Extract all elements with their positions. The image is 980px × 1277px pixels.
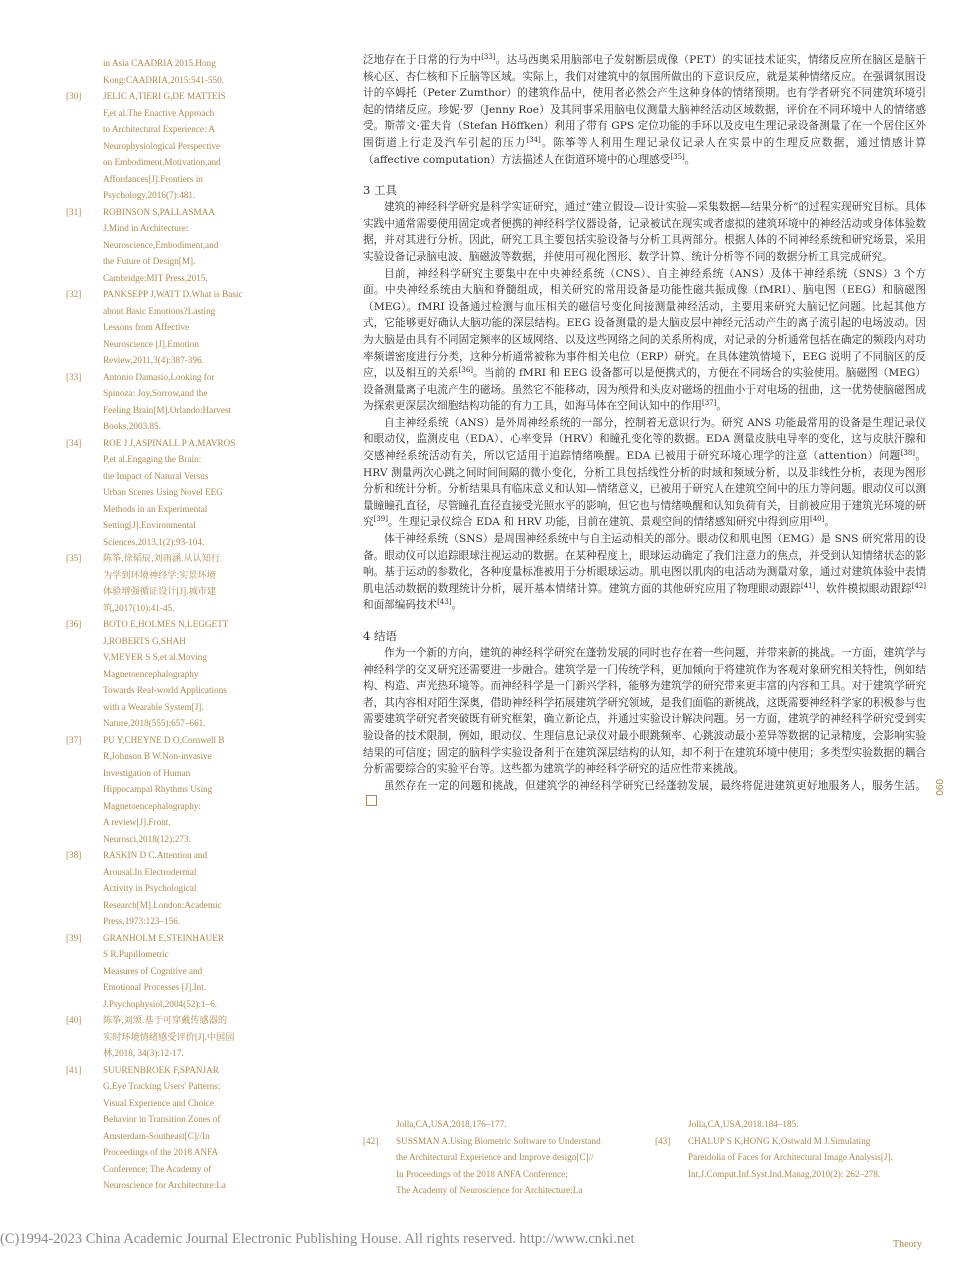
reference-text: BOTO E,HOLMES N,LEGGETT J,ROBERTS G,SHAH V,MEYER S S,et al.Moving Magnetoencephalography Towards Real-world Applications with a Wearable System[J]. Nature,2018(555):657–661. — [103, 619, 229, 728]
reference-number: [30] — [66, 91, 82, 101]
reference-entry — [363, 1116, 625, 1133]
reference-number — [655, 1116, 688, 1133]
reference-text: ROBINSON S,PALLASMAA J.Mind in Architecture: Neuroscience,Embodiment,and the Future of Design[M]. Cambridge:MIT Press,2015. — [103, 206, 219, 283]
reference-number: [35] — [66, 553, 82, 563]
reference-entry — [66, 616, 256, 732]
reference-entry — [66, 550, 256, 616]
reference-entry — [66, 204, 256, 287]
reference-entry — [66, 1012, 256, 1062]
paragraph: 目前，神经科学研究主要集中在中央神经系统（CNS）、自主神经系统（ANS）及体干神经系统（SNS）3 个方面。中央神经系统由大脑和脊髓组成，相关研究的常用设备是功能性磁共振成像（fMRI）、脑电图（EEG）和脑磁图（MEG）。fMRI 设备通过检测与血压相关的磁信号变化间接测量神经活动，主要用来研究大脑记忆问题。比起其他方式，它能够更好确认大脑功能的深层结构。EEG 设备测量的是大脑皮层中神经元活动产生的离子流引起的电场波动。因为大脑是由具有不同固定频率的区域网络、以及这些网络之间的关系所构成，对记录的分析通常包括在确定的频段内对功率频谱密度进行分类，这种分析通常被称为事件相关电位（ERP）研究。在具体建筑情境下，EEG 说明了不同脑区的反应，以及相互的关系[36]。当前的 fMRI 和 EEG 设备都可以是便携式的，方便在不同场合的实验使用。脑磁图（MEG）设备测量离子电流产生的磁场。虽然它不能移动，因为颅骨和头皮对磁场的扭曲小于对电场的扭曲，这一优势使脑磁图成为探索更深层次细胞结构功能的有力工具，如海马体在空间认知中的作用[37]。 — [363, 267, 926, 413]
reference-text: ROE J J,ASPINALL P A,MAVROS P,et al.Engaging the Brain: the Impact of Natural Versus Urban Scenes Using Novel EEG Methods in an Experimental Setting[J].Environmental Sciences,2013,1(2):93-104. — [103, 437, 236, 547]
section-heading-conclusion: 4 结语 — [363, 629, 397, 643]
reference-number: [33] — [66, 371, 82, 382]
reference-entry — [66, 732, 256, 848]
copyright-footer: (C)1994-2023 China Academic Journal Electronic Publishing House. All rights reserved. http://www.cnki.net — [0, 1231, 635, 1247]
reference-text: SUURENBROEK F,SPANJAR G.Eye Tracking Users' Patterns: Visual Experience and Choice Behavior in Transition Zones of Amsterdam-Southeast[C]//In Proceedings of the 2018 ANFA Conference; The Academy of Neuroscience for Architecture:La — [103, 1064, 226, 1190]
reference-entry — [66, 286, 256, 369]
reference-text: 陈筝,刘颂.基于可穿戴传感器的 实时环境情绪感受评价[J].中国园 林,2018, 34(3):12-17. — [103, 1015, 235, 1058]
citation[interactable]: [42] — [911, 581, 927, 590]
reference-entry — [66, 435, 256, 551]
reference-number: [32] — [66, 289, 82, 299]
citation[interactable]: [34] — [526, 135, 541, 144]
reference-text: 陈筝,徐韬辰,刘雨涵.从认知行 为学到环境神经学:实景环境 体验增强循证设计[J].城市建 筑,2017(10):41-45. — [103, 553, 221, 613]
reference-number: [38] — [66, 850, 82, 860]
reference-text: PU Y,CHEYNE D O,Cornwell B R,Johnson B W.Non-invasive Investigation of Human Hippocampal Rhythms Using Magnetoencephalography: A review[J].Front. Neurosci,2018(12):273. — [103, 734, 225, 844]
reference-number: [39] — [66, 932, 82, 943]
reference-number: [34] — [66, 437, 82, 448]
citation[interactable]: [33] — [481, 53, 496, 61]
paragraph: 体干神经系统（SNS）是周围神经系统中与自主运动相关的部分。眼动仪和肌电图（EMG）是 SNS 研究常用的设备。眼动仪可以追踪眼球注视运动的数据。在某种程度上，眼球运动确定了我们注意力的焦点，并受到认知情绪状态的影响。基于运动的参数化，各种度量标准被用于分析眼球运动。肌电图以肌肉的电活动为测量对象，通过对建筑体验中表情肌电活动数据的数理统计分析，展开基本情绪计算。建筑方面的其他研究应用了物理眼动跟踪[41]、软件模拟眼动跟踪[42]和面部编码技术[43]。 — [363, 533, 927, 612]
paragraph: 建筑的神经科学研究是科学实证研究，通过“建立假设—设计实验—采集数据—结果分析”的过程实现研究目标。具体实践中通常需要使用固定或者便携的神经科学仪器设备，记录被试在现实或者虚拟的建筑环境中的神经活动或身体体验数据，并对其进行分析。因此，研究工具主要包括实验设备与分析工具两部分。根据人体的不同神经系统和研究场景，采用实验设备记录脑电波、脑磁波等数据，并使用可视化图形、数学计算、统计分析等不同的数据分析工具完成研究。 — [363, 201, 926, 263]
reference-text: SUSSMAN A.Using Biometric Software to Understand the Architectural Experience and Improve design[C]// In Proceedings of the 2018 ANFA Conference; The Academy of Neuroscience for Architecture:La — [396, 1135, 601, 1196]
reference-entry — [66, 55, 256, 88]
reference-number: [41] — [66, 1064, 82, 1075]
reference-list-bottom-right — [655, 1116, 920, 1182]
reference-text: Jolla,CA,USA,2018,176–177. — [396, 1119, 507, 1129]
reference-entry — [363, 1133, 625, 1199]
citation[interactable]: [36] — [458, 366, 474, 375]
paragraph: 自主神经系统（ANS）是外周神经系统的一部分，控制着无意识行为。研究 ANS 功能最常用的设备是生理记录仪和眼动仪，监测皮电（EDA）、心率变异（HRV）和瞳孔变化等的数据。EDA 测量皮肤电导率的变化，这与皮肤汗腺和交感神经系统活动有关，所以它适用于追踪情绪唤醒。EDA 已被用于研究环境心理学的注意（attention）问题[38]。HRV 测量两次心跳之间时间间隔的微小变化，分析工具包括线性分析的时域和频域分析，以及非线性分析，表现为图形分析和统计分析。分析结果具有临床意义和认知—情绪意义，已被用于研究人在建筑空间中的压力等问题。眼动仪可以测量瞳瞳孔直径，尽管瞳孔直径直接受光照水平的影响，但它也与情绪唤醒和认知负荷有关，目前被应用于建筑光环境的研究[39]。生理记录仪综合 EDA 和 HRV 功能，目前在建筑、景观空间的情绪感知研究中得到应用[40]。 — [363, 416, 927, 529]
reference-number: [37] — [66, 734, 82, 745]
reference-number: [42] — [363, 1135, 379, 1146]
reference-number — [363, 1116, 396, 1133]
paragraph: 作为一个新的方向，建筑的神经科学研究在蓬勃发展的同时也存在着一些问题，并带来新的挑战。一方面，建筑学与神经科学的交叉研究还需要进一步融合。建筑学是一门传统学科，更加倾向于将建筑作为客观对象研究相关特性，例如结构、构造、声光热环境等。而神经科学是一门新兴学科，能够为建筑学的研究带来更丰富的内容和工具。对于建筑学研究者，其内容相对陌生深奥，借助神经科学拓展建筑学研究领域，是我们面临的新挑战，这既需要神经科学家的积极参与也需要建筑学研究者突破既有研究框架，确立新论点，并通过实验设计解决问题。另一方面，建筑学的神经科学研究受到实验设备的技术限制，例如，眼动仪、生理信息记录仪对最小眼跳频率、心跳波动最小差异等数据的记录精度，会影响实验结果的可信度；固定的脑科学实验设备利于在建筑深层结构的认知，却不利于在建筑环境中使用；多类型实验数据的耦合分析需要综合的实验平台等。这些都为建筑学的神经科学研究的适应性带来挑战。 — [363, 647, 926, 776]
reference-entry — [655, 1116, 920, 1133]
citation[interactable]: [40] — [810, 515, 825, 524]
citation[interactable]: [38] — [900, 449, 916, 458]
reference-entry — [66, 1062, 256, 1194]
paragraph-intro: 泛地存在于日常的行为中[33]。达马西奥采用脑部电子发射断层成像（PET）的实证技术证实，情绪反应所在脑区是脑干核心区、杏仁核和下丘脑等区域。实际上，我们对建筑中的氛围所做出的下意识反应，就是某种情绪反应。在强调氛围设计的卒姆托（Peter Zumthor）的建筑作品中，使用者必然会产生这种身体的情绪预期。也有学者研究不同建筑环境引起的情绪反应。珍妮·罗（Jenny Roe）及其同事采用脑电仪测量大脑神经活动区域数据，评价在不同环境中人的情绪感受。斯蒂文·霍夫肯（Stefan Höffken）利用了带有 GPS 定位功能的手环以及皮电生理记录设备测量了在一个居住区外围街道上行走及汽车引起的压力[34]。陈筝等人利用生理记录仪记录人在实景中的生理反应数据，通过情感计算（affective computation）方法描述人在街道环境中的心理感受[35]。 — [363, 53, 926, 166]
reference-number: [36] — [66, 619, 82, 629]
reference-entry — [66, 847, 256, 930]
section-heading-tools: 3 工具 — [363, 183, 397, 198]
paragraph-final: 虽然存在一定的问题和挑战，但建筑学的神经科学研究已经蓬勃发展，最终将促进建筑更好地服务人，服务生活。 — [363, 778, 926, 811]
article-body — [363, 52, 926, 811]
reference-entry — [66, 88, 256, 204]
reference-list-left — [66, 55, 256, 1194]
reference-text: PANKSEPP J,WATT D.What is Basic about Basic Emotions?Lasting Lessons from Affective Neuroscience [J].Emotion Review,2011,3(4):387-396. — [103, 289, 243, 365]
reference-text: Jolla,CA,USA,2018.184–185. — [688, 1119, 799, 1129]
reference-entry — [66, 930, 256, 1013]
reference-number — [66, 55, 103, 88]
reference-text: Antonio Damasio,Looking for Spinoza: Joy,Sorrow,and the Feeling Brain[M].Orlando:Harvest Books,2003.85. — [103, 371, 232, 431]
page-number: 090 — [933, 779, 944, 796]
reference-list-bottom-left — [363, 1116, 625, 1199]
citation[interactable]: [39] — [373, 515, 388, 524]
reference-entry — [66, 369, 256, 435]
citation[interactable]: [37] — [702, 399, 717, 408]
reference-entry — [655, 1133, 920, 1183]
citation[interactable]: [41] — [801, 581, 816, 590]
reference-number: [43] — [655, 1135, 671, 1146]
end-mark-icon — [366, 795, 377, 806]
citation[interactable]: [35] — [670, 152, 685, 161]
citation[interactable]: [43] — [437, 598, 452, 607]
reference-number: [31] — [66, 206, 82, 217]
reference-text: RASKIN D C.Attention and Arousal.In Electrodermal Activity in Psychological Research[M].London:Academic Press,1973:123–156. — [103, 850, 222, 926]
reference-text: JELIC A,TIERI G,DE MATTEIS F,et al.The Enactive Approach to Architectural Experience: A Neurophysiological Perspective on Embodiment,Motivation,and Affordances[J].Frontiers in Psychology,2016(7):481. — [103, 91, 226, 200]
reference-text: in Asia CAADRIA 2015.Hong Kong:CAADRIA,2015:541-550. — [103, 58, 224, 85]
reference-text: CHALUP S K,HONG K,Ostwald M J.Simulating Pareidolia of Faces for Architectural Image Analysis[J]. Int.J.Comput.Inf.Syst.Ind.Manag,2010(2): 262–278. — [688, 1135, 893, 1179]
reference-number: [40] — [66, 1015, 82, 1025]
reference-text: GRANHOLM E,STEINHAUER S R.Pupillometric Measures of Cognitive and Emotional Processes [J].Int. J.Psychophysiol,2004(52):1–6. — [103, 932, 224, 1009]
section-label: Theory — [893, 1239, 922, 1250]
